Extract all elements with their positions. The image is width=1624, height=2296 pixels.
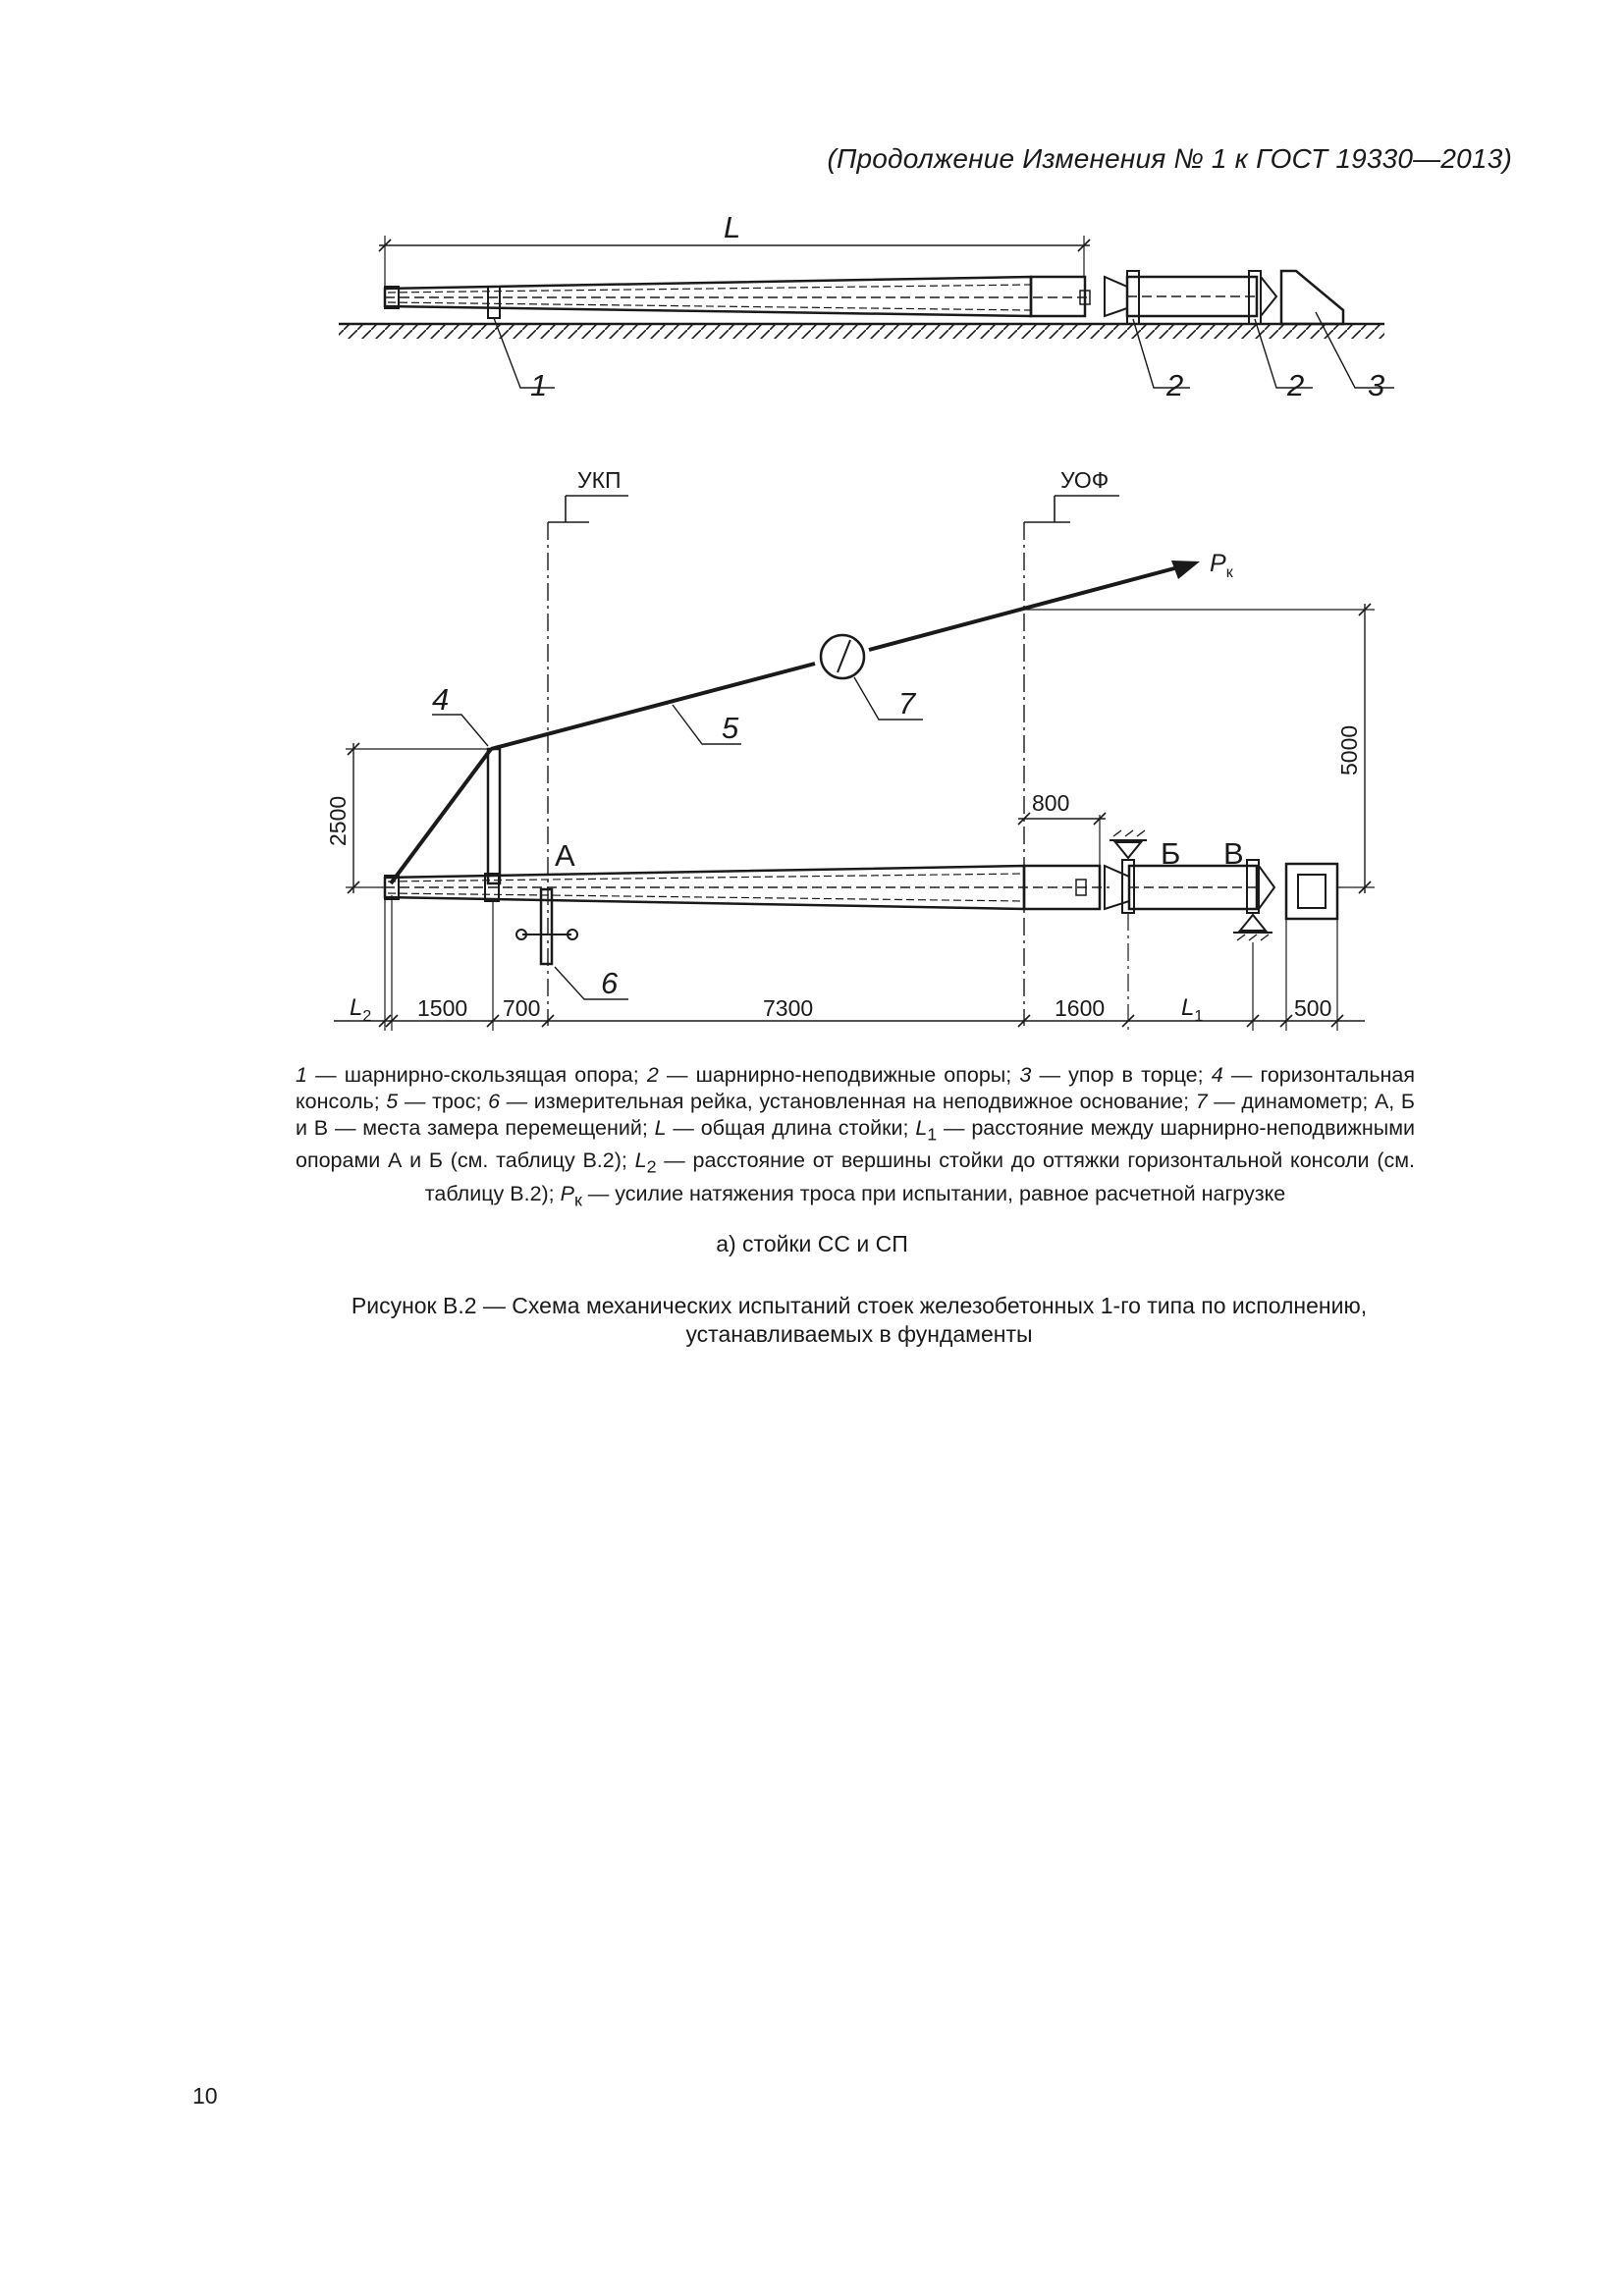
dim-800-label: 800 xyxy=(1032,790,1070,816)
dim-L1-label: $L_1$ xyxy=(1181,994,1204,1025)
leader-4 xyxy=(432,715,488,746)
leader-label-5: 5 xyxy=(722,711,739,745)
leader-label-6: 6 xyxy=(601,966,619,1000)
point-V: В xyxy=(1223,836,1244,871)
force-arrow xyxy=(1171,561,1200,579)
force-label: $P_к$ xyxy=(1210,550,1233,581)
end-stop-main xyxy=(1286,864,1337,919)
pole-butt xyxy=(1031,277,1085,316)
leader-label-7: 7 xyxy=(898,686,916,721)
page-header: (Продолжение Изменения № 1 к ГОСТ 19330—2013) xyxy=(827,143,1512,174)
hinge-B xyxy=(1115,842,1141,858)
leader-label-1: 1 xyxy=(530,368,548,402)
dim-1600-label: 1600 xyxy=(1055,995,1106,1021)
page-number: 10 xyxy=(192,2083,218,2109)
figure-caption: Рисунок В.2 — Схема механических испытаний стоек железобетонных 1-го типа по исполнению, устанавливаемых в фундаменты xyxy=(351,1293,1368,1347)
pole-body xyxy=(385,277,1031,316)
leader-label-4: 4 xyxy=(432,682,450,717)
leader-label-2b: 2 xyxy=(1287,368,1305,402)
dynamometer xyxy=(821,635,864,678)
ground-hatch xyxy=(339,325,1384,339)
ukp-label: УКП xyxy=(577,467,622,493)
dim-700-label: 700 xyxy=(503,995,541,1021)
console-brace xyxy=(391,749,491,883)
hinge-V xyxy=(1240,915,1266,931)
dim-5000-label: 5000 xyxy=(1336,724,1362,775)
top-view xyxy=(339,236,1394,388)
dim-500-label: 500 xyxy=(1294,995,1332,1021)
dim-L2-label: $L_2$ xyxy=(350,994,372,1025)
figure-subcaption: а) стойки СС и СП xyxy=(716,1231,908,1256)
point-B: Б xyxy=(1161,836,1181,871)
figure-legend: 1 — шарнирно-скользящая опора; 2 — шарнирно-неподвижные опоры; 3 — упор в торце; 4 — горизонтальная консоль; 5 — трос; 6 — измерительная рейка, установленная на неподвижное основание; 7 — динамометр; А, Б и В — места замера перемещений; L — общая длина стойки; $L_1$ — расстояние между шарнирно-неподвижными опорами А и Б (см. таблицу В.2); $L_2$ — расстояние от вершины стойки до оттяжки горизонтальной консоли (см. таблицу В.2); $P_к$ — усилие натяжения троса при испытании, равное расчетной нагрузке xyxy=(296,1063,1416,1209)
dim-7300-label: 7300 xyxy=(763,995,814,1021)
leader-label-2a: 2 xyxy=(1166,368,1184,402)
dim-L-label: L xyxy=(724,210,741,244)
dim-2500-label: 2500 xyxy=(325,795,351,846)
uof-label: УОФ xyxy=(1060,467,1110,493)
leader-label-3: 3 xyxy=(1368,368,1385,402)
point-A: А xyxy=(555,838,575,873)
console-post xyxy=(488,749,500,883)
cable xyxy=(491,664,815,749)
end-stop xyxy=(1281,271,1343,324)
dim-1500-label: 1500 xyxy=(417,995,468,1021)
